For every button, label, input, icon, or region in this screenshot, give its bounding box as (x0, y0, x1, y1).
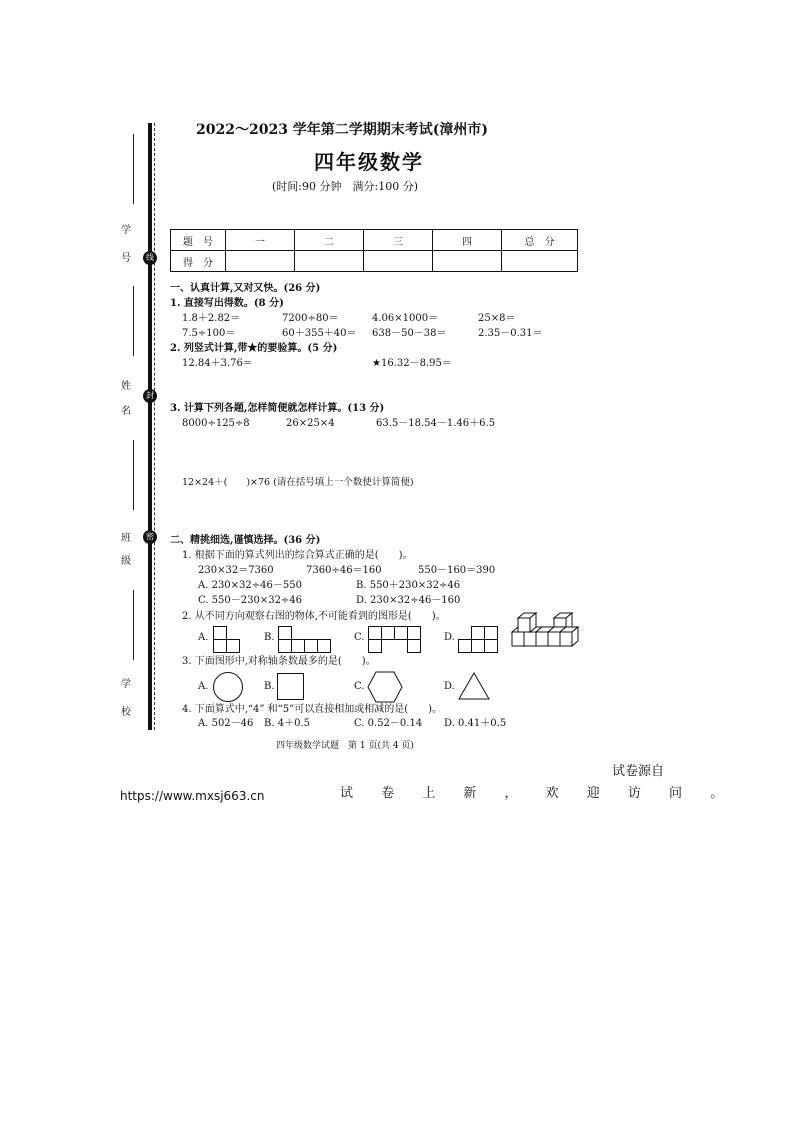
exam-info: (时间:90 分钟 满分:100 分) (272, 180, 418, 193)
option-b[interactable]: B. 4＋0.5 (264, 718, 310, 729)
table-row (171, 251, 578, 272)
option-c[interactable]: C. (354, 632, 365, 643)
triangle-shape (458, 672, 490, 700)
margin-label: 号 (121, 253, 131, 264)
given-item: 550－160＝390 (418, 565, 496, 576)
table-cell: 一 (226, 230, 295, 251)
subject-title: 四年级数学 (314, 150, 424, 174)
option-c[interactable]: C. 0.52－0.14 (354, 718, 423, 729)
calc-item: ★16.32－8.95＝ (372, 358, 452, 369)
score-cell[interactable] (295, 251, 364, 272)
option-d[interactable]: D. 0.41＋0.5 (444, 718, 507, 729)
calc-item: 12×24＋( )×76 (请在括号填上一个数使计算简便) (182, 477, 414, 488)
calc-item: 7.5÷100＝ (182, 328, 236, 339)
calc-item: 638－50－38＝ (372, 328, 447, 339)
table-cell: 得 分 (171, 251, 226, 272)
calc-item: 4.06×1000＝ (372, 313, 439, 324)
margin-label: 级 (121, 556, 131, 567)
table-row (171, 230, 578, 251)
exam-title: 2022～2023 学年第二学期期末考试(漳州市) (196, 122, 489, 138)
option-a[interactable]: A. (198, 632, 209, 643)
option-b[interactable]: B. 550＋230×32÷46 (356, 580, 461, 591)
page-footer: 四年级数学试题 第 1 页(共 4 页) (276, 741, 414, 751)
section-title: 二、精挑细选,谨慎选择。(36 分) (170, 535, 321, 546)
question-title: 3. 计算下列各题,怎样简便就怎样计算。(13 分) (170, 403, 385, 414)
cube-stack-figure (510, 612, 582, 652)
seal-mark: 封 (143, 389, 157, 403)
hexagon-shape (367, 671, 403, 703)
given-item: 7360÷46＝160 (306, 565, 382, 576)
seal-mark: 密 (143, 530, 157, 544)
table-cell: 二 (295, 230, 364, 251)
option-a[interactable]: A. (198, 681, 209, 692)
watermark-top: 试卷源自 (612, 764, 665, 779)
margin-label: 校 (121, 707, 131, 718)
margin-label: 姓 (121, 381, 131, 392)
square-shape (277, 673, 305, 701)
question-title: 3. 下面图形中,对称轴条数最多的是( )。 (182, 656, 376, 667)
given-item: 230×32＝7360 (198, 565, 274, 576)
option-a[interactable]: A. 502－46 (198, 718, 254, 729)
table-cell: 总 分 (502, 230, 578, 251)
option-d[interactable]: D. (444, 681, 455, 692)
score-table (170, 229, 578, 272)
margin-label: 班 (121, 533, 131, 544)
calc-item: 8000÷125÷8 (182, 418, 250, 429)
question-title: 1. 直接写出得数。(8 分) (170, 298, 284, 309)
question-title: 4. 下面算式中,“4” 和“5”可以直接相加或相减的是( )。 (182, 704, 443, 715)
option-d[interactable]: D. (444, 632, 455, 643)
binding-dashed-line (154, 123, 155, 730)
calc-item: 25×8＝ (478, 313, 516, 324)
question-title: 2. 列竖式计算,带★的要验算。(5 分) (170, 343, 338, 354)
view-shape-b (278, 626, 334, 654)
question-title: 1. 根据下面的算式列出的综合算式正确的是( )。 (182, 550, 413, 561)
question-title: 2. 从不同方向观察右图的物体,不可能看到的图形是( )。 (182, 611, 446, 622)
score-cell[interactable] (226, 251, 295, 272)
score-cell[interactable] (364, 251, 433, 272)
calc-item: 1.8＋2.82＝ (182, 313, 241, 324)
seal-mark: 线 (143, 251, 157, 265)
calc-item: 26×25×4 (286, 418, 335, 429)
score-cell[interactable] (502, 251, 578, 272)
option-d[interactable]: D. 230×32÷46－160 (356, 595, 461, 606)
section-title: 一、认真计算,又对又快。(26 分) (170, 283, 321, 294)
option-b[interactable]: B. (264, 681, 275, 692)
site-url-link[interactable]: https://www.mxsj663.cn (120, 789, 265, 803)
table-cell: 题 号 (171, 230, 226, 251)
binding-bar (148, 123, 152, 730)
margin-label: 学 (121, 679, 131, 690)
option-b[interactable]: B. (264, 632, 275, 643)
option-c[interactable]: C. (354, 681, 365, 692)
watermark-bottom: 试 卷 上 新 ， 欢 迎 访 问 。 (340, 786, 736, 801)
table-cell: 四 (433, 230, 502, 251)
fill-line (133, 590, 134, 660)
margin-label: 名 (121, 406, 131, 417)
margin-label: 学 (121, 225, 131, 236)
calc-item: 12.84＋3.76＝ (182, 358, 253, 369)
option-c[interactable]: C. 550－230×32÷46 (198, 595, 303, 606)
fill-line (133, 286, 134, 356)
option-a[interactable]: A. 230×32÷46－550 (198, 580, 302, 591)
fill-line (133, 440, 134, 510)
calc-item: 7200÷80＝ (282, 313, 339, 324)
calc-item: 63.5－18.54－1.46＋6.5 (376, 418, 496, 429)
view-shape-a (213, 626, 243, 654)
calc-item: 60＋355＋40＝ (282, 328, 357, 339)
view-shape-c (368, 626, 424, 654)
table-cell: 三 (364, 230, 433, 251)
circle-shape (212, 671, 244, 703)
view-shape-d (458, 626, 502, 654)
score-cell[interactable] (433, 251, 502, 272)
calc-item: 2.35－0.31＝ (478, 328, 543, 339)
fill-line (133, 134, 134, 204)
